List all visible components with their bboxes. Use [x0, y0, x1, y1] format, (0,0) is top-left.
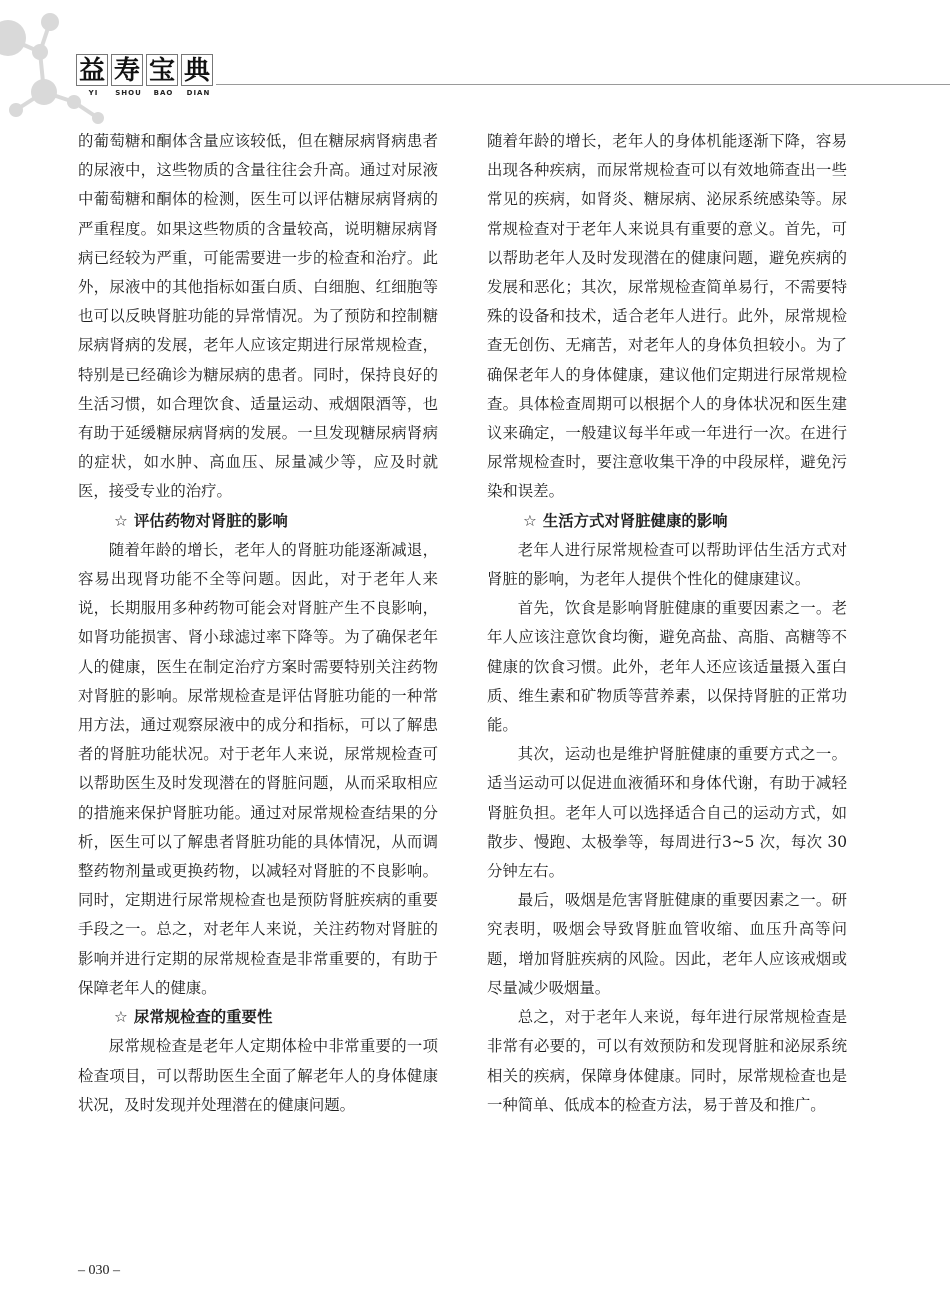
- title-char: 宝: [146, 54, 178, 86]
- paragraph: 尿常规检查是老年人定期体检中非常重要的一项检查项目，可以帮助医生全面了解老年人的身体健康状况，及时发现并处理潜在的健康问题。: [78, 1037, 438, 1114]
- book-brand: [76, 54, 216, 97]
- paragraph: 随着年龄的增长，老年人的肾脏功能逐渐减退，容易出现肾功能不全等问题。因此，对于老年人来说，长期服用多种药物可能会对肾脏产生不良影响，如肾功能损害、肾小球滤过率下降等。为了确保老年人的健康，医生在制定治疗方案时需要特别关注药物对肾脏的影响。尿常规检查是评估肾脏功能的一种常用方法，通过观察尿液中的成分和指标，可以了解患者的肾脏功能状况。对于老年人来说，尿常规检查可以帮助医生及时发现潜在的肾脏问题，从而采取相应的措施来保护肾脏功能。通过对尿常规检查结果的分析，医生可以了解患者肾脏功能的具体情况，从而调整药物剂量或更换药物，以减轻对肾脏的不良影响。同时，定期进行尿常规检查也是预防肾脏疾病的重要手段之一。总之，对老年人来说，关注药物对肾脏的影响并进行定期的尿常规检查是非常重要的，有助于保障老年人的健康。: [78, 540, 438, 997]
- left-column: [78, 127, 438, 1120]
- star-icon: ☆: [114, 511, 128, 530]
- pinyin-syllable: YI: [88, 89, 99, 97]
- header-divider: [216, 84, 950, 85]
- paragraph: 随着年龄的增长，老年人的身体机能逐渐下降，容易出现各种疾病，而尿常规检查可以有效地筛查出一些常见的疾病，如肾炎、糖尿病、泌尿系统感染等。尿常规检查对于老年人来说具有重要的意义。首先，可以帮助老年人及时发现潜在的健康问题，避免疾病的发展和恶化；其次，尿常规检查简单易行，不需要特殊的设备和技术，适合老年人进行。此外，尿常规检查无创伤、无痛苦，对老年人的身体负担较小。为了确保老年人的身体健康，建议他们定期进行尿常规检查。具体检查周期可以根据个人的身体状况和医生建议来确定，一般建议每半年或一年进行一次。在进行尿常规检查时，要注意收集干净的中段尿样，避免污染和误差。: [487, 132, 847, 501]
- section-heading-text: 尿常规检查的重要性: [133, 1008, 273, 1027]
- paragraph: 的葡萄糖和酮体含量应该较低，但在糖尿病肾病患者的尿液中，这些物质的含量往往会升高。通过对尿液中葡萄糖和酮体的检测，医生可以评估糖尿病肾病的严重程度。如果这些物质的含量较高，说明糖尿病肾病已经较为严重，可能需要进一步的检查和治疗。此外，尿液中的其他指标如蛋白质、白细胞、红细胞等也可以反映肾脏功能的异常情况。为了预防和控制糖尿病肾病的发展，老年人应该定期进行尿常规检查，特别是已经确诊为糖尿病的患者。同时，保持良好的生活习惯，如合理饮食、适量运动、戒烟限酒等，也有助于延缓糖尿病肾病的发展。一旦发现糖尿病肾病的症状，如水肿、高血压、尿量减少等，应及时就医，接受专业的治疗。: [78, 132, 438, 501]
- book-title-pinyin: [76, 89, 216, 97]
- book-title: [76, 54, 216, 86]
- title-char: 典: [181, 54, 213, 86]
- star-icon: ☆: [523, 511, 537, 530]
- pinyin-syllable: SHOU: [115, 89, 142, 97]
- section-heading-importance: [78, 1003, 438, 1032]
- paragraph: 首先，饮食是影响肾脏健康的重要因素之一。老年人应该注意饮食均衡，避免高盐、高脂、高糖等不健康的饮食习惯。此外，老年人还应该适量摄入蛋白质、维生素和矿物质等营养素，以保持肾脏的正常功能。: [487, 599, 847, 735]
- right-column: [487, 127, 847, 1120]
- section-heading-text: 评估药物对肾脏的影响: [133, 511, 288, 530]
- paragraph: 最后，吸烟是危害肾脏健康的重要因素之一。研究表明，吸烟会导致肾脏血管收缩、血压升高等问题，增加肾脏疾病的风险。因此，老年人应该戒烟或尽量减少吸烟量。: [487, 891, 847, 997]
- paragraph: 老年人进行尿常规检查可以帮助评估生活方式对肾脏的影响，为老年人提供个性化的健康建议。: [487, 540, 847, 589]
- page-number: – 030 –: [78, 1263, 120, 1278]
- section-heading-drug-impact: [78, 507, 438, 536]
- paragraph: 其次，运动也是维护肾脏健康的重要方式之一。适当运动可以促进血液循环和身体代谢，有助于减轻肾脏负担。老年人可以选择适合自己的运动方式，如散步、慢跑、太极拳等，每周进行3~5 次，每次 30 分钟左右。: [487, 745, 847, 881]
- title-char: 益: [76, 54, 108, 86]
- section-heading-lifestyle: [487, 507, 847, 536]
- star-icon: ☆: [114, 1008, 128, 1027]
- pinyin-syllable: BAO: [153, 89, 174, 97]
- pinyin-syllable: DIAN: [186, 89, 211, 97]
- section-heading-text: 生活方式对肾脏健康的影响: [542, 511, 728, 530]
- paragraph: 总之，对于老年人来说，每年进行尿常规检查是非常有必要的，可以有效预防和发现肾脏和泌尿系统相关的疾病，保障身体健康。同时，尿常规检查也是一种简单、低成本的检查方法，易于普及和推广。: [487, 1008, 847, 1114]
- title-char: 寿: [111, 54, 143, 86]
